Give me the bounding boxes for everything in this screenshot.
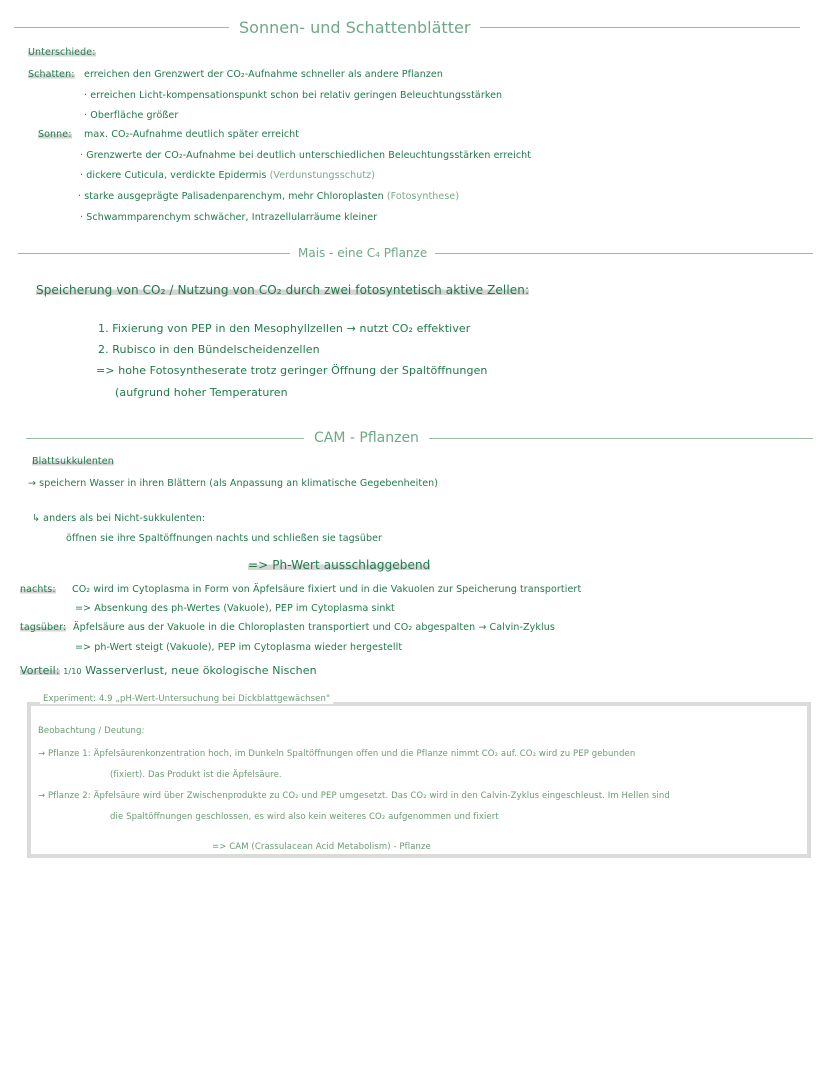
divider: [26, 438, 304, 439]
cam-conclusion: => Ph-Wert ausschlaggebend: [248, 558, 431, 572]
section-header-maize: [18, 246, 813, 260]
maize-item: (aufgrund hoher Temperaturen: [115, 386, 288, 399]
heading-leaf-succulents: Blattsukkulenten: [32, 456, 114, 467]
label-shade: Schatten:: [28, 69, 75, 80]
night-line: CO₂ wird im Cytoplasma in Form von Äpfelsäure fixiert und in die Vakuolen zur Speicherung transportiert: [72, 584, 582, 595]
experiment-heading: Beobachtung / Deutung:: [38, 726, 145, 736]
divider: [14, 27, 229, 28]
section-title: CAM - Pflanzen: [314, 430, 419, 446]
shade-item: · Oberfläche größer: [84, 110, 179, 121]
label-day: tagsüber:: [20, 622, 67, 633]
section-header-cam: [26, 430, 813, 446]
experiment-line: (fixiert). Das Produkt ist die Äpfelsäure.: [110, 770, 282, 780]
shade-item: erreichen den Grenzwert der CO₂-Aufnahme schneller als andere Pflanzen: [84, 69, 443, 80]
experiment-conclusion: => CAM (Crassulacean Acid Metabolism) - Pflanze: [212, 842, 431, 852]
sun-item: · dickere Cuticula, verdickte Epidermis (Verdunstungsschutz): [80, 170, 376, 181]
label-night: nachts:: [20, 584, 56, 595]
experiment-title: Experiment: 4.9 „pH-Wert-Untersuchung bei Dickblattgewächsen": [40, 694, 333, 704]
divider: [480, 27, 800, 28]
section-title: Sonnen- und Schattenblätter: [239, 18, 471, 37]
section-title: Mais - eine C₄ Pflanze: [298, 246, 428, 260]
shade-item: · erreichen Licht-kompensationspunkt schon bei relativ geringen Beleuchtungsstärken: [84, 90, 503, 101]
maize-item: 1. Fixierung von PEP in den Mesophyllzellen → nutzt CO₂ effektiver: [98, 322, 471, 335]
divider: [18, 253, 290, 254]
day-line: Äpfelsäure aus der Vakuole in die Chloroplasten transportiert und CO₂ abgespalten → Calvin-Zyklus: [73, 622, 555, 633]
heading-differences: Unterschiede:: [28, 47, 96, 58]
day-line: => ph-Wert steigt (Vakuole), PEP im Cytoplasma wieder hergestellt: [75, 642, 403, 653]
maize-item: => hohe Fotosyntheserate trotz geringer Öffnung der Spaltöffnungen: [96, 364, 488, 377]
divider: [429, 438, 813, 439]
experiment-line: → Pflanze 1: Äpfelsäurenkonzentration hoch, im Dunkeln Spaltöffnungen offen und die Pflanze nimmt CO₂ auf. CO₂ wird zu PEP gebunden: [38, 749, 636, 759]
sun-item: · starke ausgeprägte Palisadenparenchym, mehr Chloroplasten (Fotosynthese): [78, 191, 460, 202]
cam-line: → speichern Wasser in ihren Blättern (als Anpassung an klimatische Gegebenheiten): [28, 478, 439, 489]
night-line: => Absenkung des ph-Wertes (Vakuole), PEP im Cytoplasma sinkt: [75, 603, 395, 614]
advantage-line: Vorteil: 1/10 Wasserverlust, neue ökologische Nischen: [20, 664, 317, 677]
cam-line: ↳ anders als bei Nicht-sukkulenten:: [32, 513, 206, 524]
maize-item: 2. Rubisco in den Bündelscheidenzellen: [98, 343, 320, 356]
cam-line: öffnen sie ihre Spaltöffnungen nachts und schließen sie tagsüber: [66, 533, 383, 544]
experiment-line: die Spaltöffnungen geschlossen, es wird also kein weiteres CO₂ aufgenommen und fixiert: [110, 812, 499, 822]
divider: [435, 253, 813, 254]
sun-item: · Schwammparenchym schwächer, Intrazellularräume kleiner: [80, 212, 378, 223]
label-sun: Sonne:: [38, 129, 72, 140]
sun-item: max. CO₂-Aufnahme deutlich später erreicht: [84, 129, 300, 140]
sun-item: · Grenzwerte der CO₂-Aufnahme bei deutlich unterschiedlichen Beleuchtungsstärken erreicht: [80, 150, 532, 161]
heading-co2-storage: Speicherung von CO₂ / Nutzung von CO₂ durch zwei fotosyntetisch aktive Zellen:: [36, 283, 530, 297]
experiment-line: → Pflanze 2: Äpfelsäure wird über Zwischenprodukte zu CO₂ und PEP umgesetzt. Das CO₂ wird in den Calvin-Zyklus eingeschleust. Im Hellen sind: [38, 791, 670, 801]
experiment-box: [27, 702, 811, 858]
section-header-sun-shade: [14, 18, 800, 37]
